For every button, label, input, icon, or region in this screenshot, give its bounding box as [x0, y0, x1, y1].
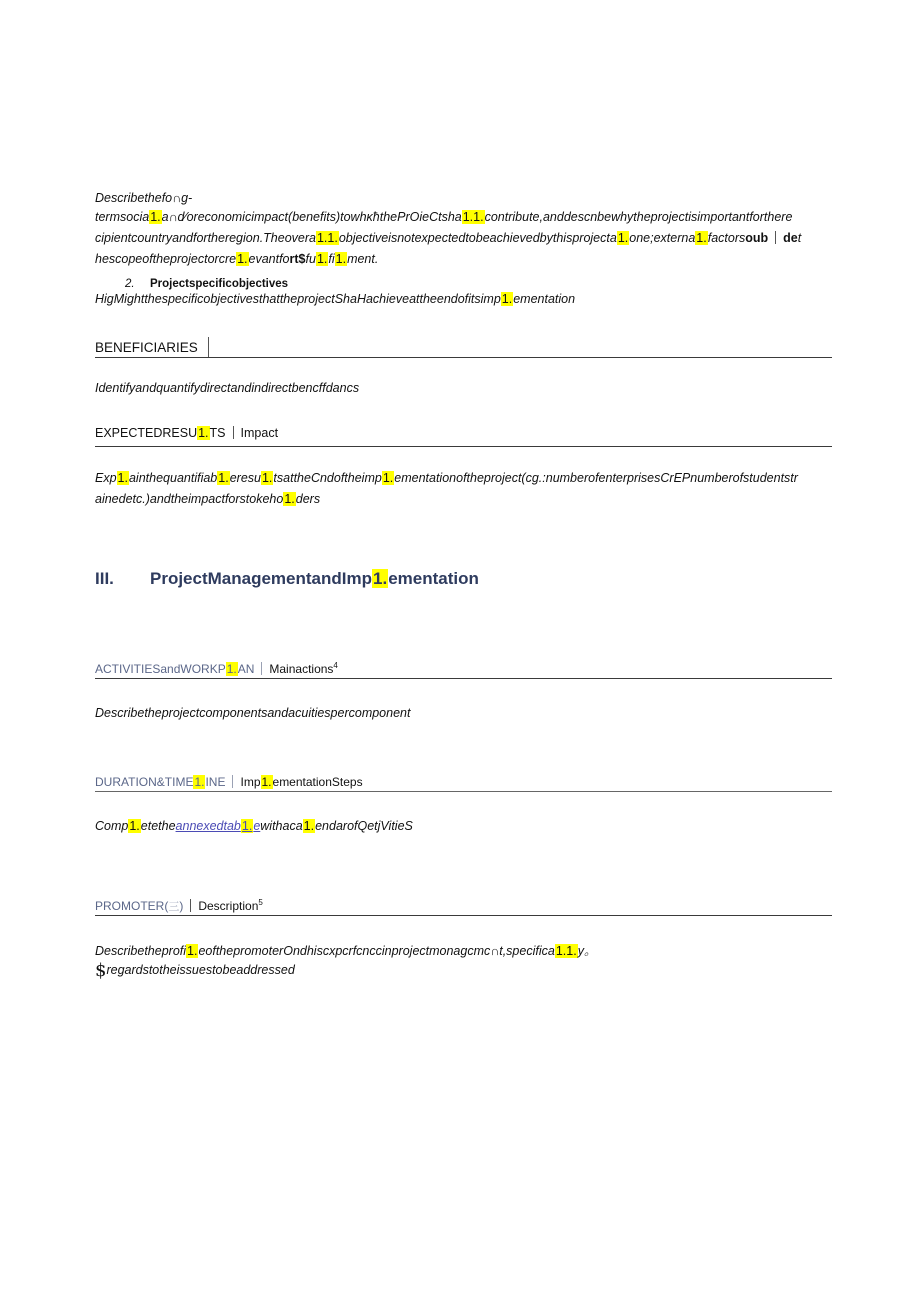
text: eofthepromoterOndhiscxpcrfcnccinprojectmonagcmc∩t,specifica [198, 944, 555, 958]
objective-line-3 [95, 230, 801, 246]
section-title-text: ProjectManagementandImp [150, 569, 372, 588]
highlight: 1. [129, 819, 140, 833]
text: y。 [577, 944, 597, 958]
highlight: 1. [617, 231, 629, 245]
text: cipientcountryandfortheregion.Theovera [95, 231, 316, 245]
highlight: 1. [187, 944, 198, 958]
heading-cjk-char: 三 [168, 901, 180, 913]
separator-bar [233, 426, 234, 439]
highlight: 1. [261, 471, 273, 485]
highlight: 1.1. [316, 231, 338, 245]
highlight: 1. [335, 252, 347, 266]
heading-text: BENEFICIARIES [95, 340, 198, 355]
highlight: 1. [284, 492, 295, 506]
bold-text: oub [745, 231, 769, 245]
section-number [95, 568, 114, 590]
heading-text: EXPECTEDRESU [95, 426, 198, 440]
separator-bar [208, 337, 209, 357]
highlight: 1. [303, 819, 315, 833]
text: Describetheprofi [95, 944, 187, 958]
text: one;externa [629, 231, 696, 245]
text: Describetheprojectcomponentsandacuitiespercomponent [95, 706, 411, 720]
heading-rule [95, 446, 832, 447]
highlight: 1. [194, 775, 205, 789]
footnote-marker: 5 [258, 898, 263, 907]
section-title-text: ementation [388, 569, 479, 588]
text: ainthequantifiab [128, 471, 218, 485]
heading-rule [95, 357, 832, 358]
subheading-text: Impact [240, 426, 279, 440]
highlight: 1. [696, 231, 707, 245]
section-title [150, 568, 479, 590]
highlight: 1. [117, 471, 128, 485]
text: Comp [95, 819, 129, 833]
objective-line-1 [95, 190, 192, 206]
heading-text: AN [237, 662, 255, 676]
text: evantfo [248, 252, 290, 266]
list-number: 2. [125, 278, 135, 290]
promoter-line-1 [95, 943, 596, 959]
text: t [797, 231, 802, 245]
highlight: 1. [150, 210, 161, 224]
objective-line-2 [95, 209, 792, 225]
annexed-table-link[interactable] [176, 819, 261, 833]
text: endarofQetjVitieS [315, 819, 413, 833]
beneficiaries-heading [95, 337, 216, 357]
text: regardstotheissuestobeaddressed [106, 963, 295, 977]
text: objectiveisnotexpectedtobeachievedbythisprojecta [338, 231, 617, 245]
highlight: 1. [261, 775, 272, 789]
text: ementation [513, 292, 576, 306]
text: fi [328, 252, 335, 266]
heading-text: INE [205, 775, 226, 789]
link-text[interactable]: e [253, 819, 261, 833]
heading-text: ) [179, 899, 184, 913]
highlight: 1. [373, 569, 388, 588]
heading-rule [95, 791, 832, 792]
highlight[interactable]: 1. [241, 819, 253, 833]
dollar-symbol: $ [95, 960, 107, 981]
text: fu [305, 252, 316, 266]
expected-results-heading [95, 425, 278, 441]
duration-text [95, 818, 413, 834]
highlight: 1. [237, 252, 248, 266]
text: a∩d⁄oreconomicimpact(benefits)towhκħthePrOieCtsha [161, 210, 462, 224]
section-number-text: III. [95, 569, 114, 588]
highlight: 1. [226, 662, 237, 676]
text: Exp [95, 471, 117, 485]
heading-text: TS [209, 426, 226, 440]
highlight: 1.1. [555, 944, 577, 958]
text: Describethefo∩g- [95, 191, 193, 205]
subheading-text: ementationSteps [272, 775, 363, 789]
separator-bar [775, 231, 776, 244]
text: etethe [140, 819, 176, 833]
activities-text [95, 705, 410, 721]
text: ementationoftheproject(cg.:numberofenterprisesCrEPnumberofstudentstr [394, 471, 798, 485]
bold-text: rt$ [289, 252, 306, 266]
link-text[interactable]: annexedtab [175, 819, 241, 833]
highlight: 1. [501, 292, 513, 306]
text: withaca [260, 819, 303, 833]
expected-results-line-2 [95, 491, 320, 507]
objective-line-4 [95, 251, 378, 267]
heading-rule [95, 678, 832, 679]
heading-text: PROMOTER( [95, 899, 169, 913]
text: eresu [229, 471, 261, 485]
highlight: 1. [198, 426, 209, 440]
text: ders [295, 492, 321, 506]
separator-bar [232, 775, 233, 788]
subsection-title: Projectspecificobjectives [150, 278, 289, 290]
footnote-marker: 4 [333, 661, 338, 670]
text: Identifyandquantifydirectandindirectbencffdancs [95, 381, 360, 395]
heading-text: DURATION&TIME [95, 775, 194, 789]
promoter-heading [95, 898, 263, 915]
heading-text: ACTIVITIESandWORKP [95, 662, 226, 676]
heading-rule [95, 915, 832, 916]
expected-results-line-1 [95, 470, 798, 486]
specific-objectives-number [125, 276, 135, 292]
text: hescopeoftheprojectorcre [95, 252, 237, 266]
subheading-text: Description [198, 899, 259, 913]
duration-heading [95, 774, 363, 790]
text: HigMightthespecificobjectivesthattheprojectShaHachieveattheendofitsimp [95, 292, 501, 306]
bold-text: de [783, 231, 798, 245]
specific-objectives-title [150, 276, 288, 292]
highlight: 1. [316, 252, 328, 266]
text: tsattheCndoftheimp [273, 471, 382, 485]
specific-objectives-line-1 [95, 291, 575, 307]
subheading-text: Imp [240, 775, 261, 789]
text: ainedetc.)andtheimpactforstokeho [95, 492, 284, 506]
text: contribute,anddescnbewhytheprojectisimportantforthere [484, 210, 793, 224]
highlight: 1. [382, 471, 394, 485]
highlight: 1. [218, 471, 229, 485]
text: factors [707, 231, 746, 245]
subheading-text: Mainactions [269, 662, 334, 676]
promoter-line-2 [95, 962, 295, 979]
separator-bar [261, 662, 262, 675]
text: termsocia [95, 210, 150, 224]
highlight: 1.1. [462, 210, 484, 224]
beneficiaries-text [95, 380, 359, 396]
text: ment. [347, 252, 379, 266]
separator-bar [190, 899, 191, 912]
activities-heading [95, 661, 338, 677]
